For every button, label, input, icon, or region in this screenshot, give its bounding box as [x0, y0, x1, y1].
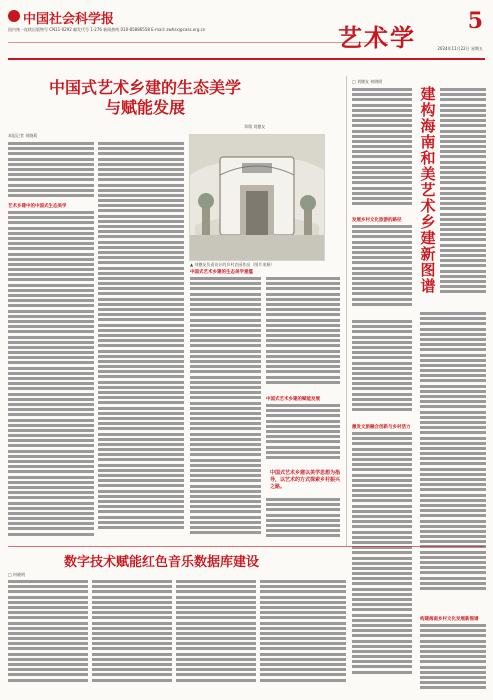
main-article-byline: 本报记者 刘晓莉	[8, 133, 38, 138]
body-text	[8, 142, 94, 200]
section-title: 艺术学	[338, 23, 416, 52]
body-text	[8, 580, 88, 692]
subheading: 艺术乡建中的中国式生态美学	[8, 204, 67, 209]
page-number: 5	[467, 8, 483, 34]
village-gate-illustration	[190, 135, 324, 260]
body-text	[176, 580, 256, 692]
body-text	[352, 225, 412, 315]
article-photo	[189, 134, 325, 261]
body-text	[266, 498, 340, 541]
body-text	[260, 580, 346, 692]
subheading: 中国式艺术乡建的赋能发展	[266, 397, 320, 402]
right-article-title-text	[420, 86, 436, 294]
main-article-author: 邓翔 刘德友	[244, 124, 266, 129]
masthead-info: 国内统一连续出版物号 CN11-0292 邮发代号 1-276 新闻热线 010-85886558 E-mail: zwhsx@cass.org.cn	[8, 27, 206, 32]
bottom-article-title: 数字技术赋能红色音乐数据库建设	[64, 555, 260, 570]
newspaper-name: 中国社会科学报	[23, 12, 115, 27]
body-text	[352, 320, 412, 420]
masthead	[8, 8, 485, 60]
right-title-char: 新	[420, 245, 436, 263]
right-title-char: 图	[420, 261, 436, 279]
pull-quote: 中国式艺术乡建以美学思想为指导，以艺术的方式探索乡村振兴之路。	[270, 470, 341, 490]
body-text	[190, 277, 261, 541]
body-text	[352, 432, 412, 692]
right-article-byline: □ 刘德友 何晓明	[352, 79, 383, 84]
column-divider	[346, 76, 347, 546]
right-title-char: 海	[420, 117, 436, 135]
body-text	[8, 211, 94, 541]
right-title-char: 南	[420, 133, 436, 151]
main-title-line1: 中国式艺术乡建的生态美学	[48, 78, 241, 97]
newspaper-logo-icon	[8, 10, 20, 22]
right-title-char: 谱	[420, 277, 436, 295]
subheading: 构建海南乡村文化发展新图谱	[420, 617, 479, 622]
body-text	[266, 404, 340, 466]
issue-date: 2024年11月22日 星期五	[437, 46, 483, 51]
body-text	[440, 88, 486, 308]
right-title-char: 和	[420, 149, 436, 167]
right-title-char: 美	[420, 165, 436, 183]
body-text	[92, 580, 172, 692]
right-title-char: 建	[420, 229, 436, 247]
section-divider	[8, 546, 485, 547]
body-text	[98, 142, 184, 541]
right-title-char: 艺	[420, 181, 436, 199]
body-text	[266, 277, 340, 392]
right-title-char: 构	[420, 101, 436, 119]
subheading: 激发文旅融合创新与乡村活力	[352, 425, 411, 430]
main-article-title	[20, 78, 270, 118]
right-title-char: 乡	[420, 213, 436, 231]
right-title-char: 术	[420, 197, 436, 215]
body-text	[352, 88, 412, 213]
subheading: 发展乡村文化旅游的路径	[352, 218, 402, 223]
masthead-divider	[8, 42, 388, 43]
body-text	[420, 312, 486, 612]
main-title-line2: 与赋能发展	[104, 98, 185, 117]
right-article-title	[420, 86, 436, 294]
body-text	[420, 624, 486, 694]
bottom-article-byline: □ 何晓明	[8, 572, 26, 577]
subheading: 中国式艺术乡建的生态美学意蕴	[190, 270, 253, 275]
right-title-char: 建	[420, 85, 436, 103]
photo-caption: ▲ 刘德友负责设计的乡村农园作品（图片来源）	[190, 262, 275, 267]
